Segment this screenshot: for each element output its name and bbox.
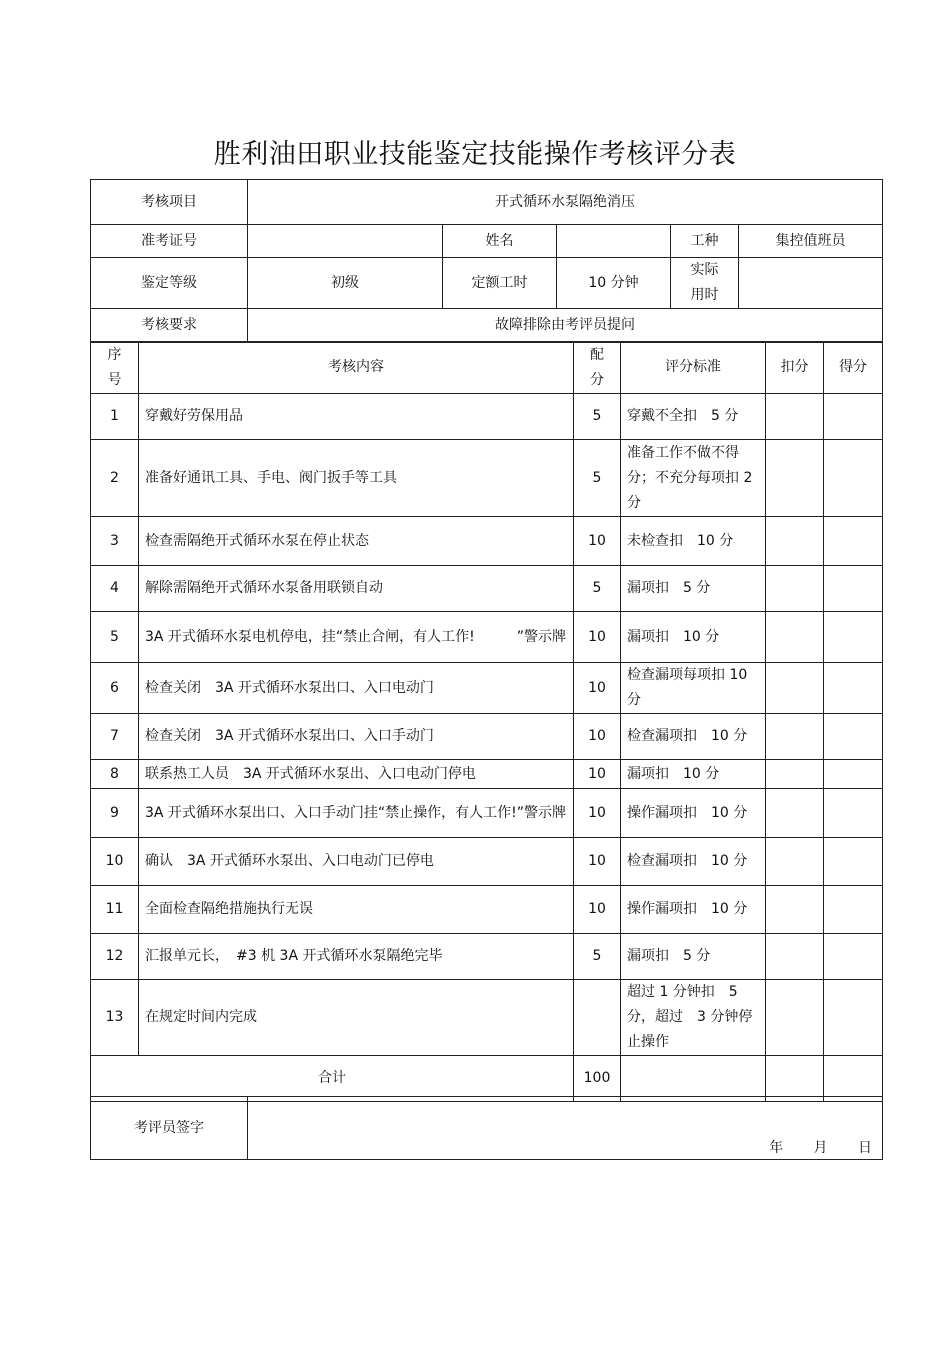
row-no: 3 bbox=[91, 517, 139, 566]
quota-label: 定额工时 bbox=[443, 258, 557, 309]
col-seq-header bbox=[91, 342, 139, 394]
row-obtained-field[interactable] bbox=[824, 394, 883, 440]
actual-label-line-1: 实际 bbox=[690, 262, 719, 278]
row-score: 10 bbox=[574, 714, 621, 760]
row-obtained-field[interactable] bbox=[824, 714, 883, 760]
table-row bbox=[91, 663, 883, 714]
date-line bbox=[743, 1139, 872, 1157]
exam-info-table bbox=[90, 179, 883, 343]
table-row bbox=[91, 760, 883, 789]
row-score: 5 bbox=[574, 934, 621, 980]
table-row bbox=[91, 886, 883, 934]
col-score-header bbox=[574, 342, 621, 394]
col-score-line-2: 分 bbox=[590, 371, 604, 388]
row-deduct-field[interactable] bbox=[766, 663, 824, 714]
row-no: 10 bbox=[91, 838, 139, 886]
row-obtained-field[interactable] bbox=[824, 566, 883, 612]
row-content: 3A 开式循环水泵电机停电，挂“禁止合闸，有人工作! ”警示牌 bbox=[139, 612, 574, 663]
row-content: 确认 3A 开式循环水泵出、入口电动门已停电 bbox=[139, 838, 574, 886]
row-obtained-field[interactable] bbox=[824, 440, 883, 517]
row-deduct-field[interactable] bbox=[766, 789, 824, 838]
row-deduct-field[interactable] bbox=[766, 566, 824, 612]
total-label: 合计 bbox=[91, 1056, 574, 1102]
table-row bbox=[91, 566, 883, 612]
row-content: 检查关闭 3A 开式循环水泵出口、入口电动门 bbox=[139, 663, 574, 714]
row-score: 10 bbox=[574, 789, 621, 838]
trade-label: 工种 bbox=[671, 225, 739, 258]
row-no: 5 bbox=[91, 612, 139, 663]
col-criteria-header: 评分标准 bbox=[621, 342, 766, 394]
row-score: 5 bbox=[574, 394, 621, 440]
level-value: 初级 bbox=[248, 258, 443, 309]
row-obtained-field[interactable] bbox=[824, 838, 883, 886]
row-no: 2 bbox=[91, 440, 139, 517]
row-content: 联系热工人员 3A 开式循环水泵出、入口电动门停电 bbox=[139, 760, 574, 789]
row-obtained-field[interactable] bbox=[824, 934, 883, 980]
actual-time-label bbox=[671, 258, 739, 309]
col-seq-line-2: 号 bbox=[107, 371, 122, 388]
level-label: 鉴定等级 bbox=[91, 258, 248, 309]
table-row bbox=[91, 394, 883, 440]
row-obtained-field[interactable] bbox=[824, 980, 883, 1056]
row-criteria: 检查漏项扣 10 分 bbox=[621, 838, 766, 886]
row-criteria: 检查漏项扣 10 分 bbox=[621, 714, 766, 760]
row-deduct-field[interactable] bbox=[766, 934, 824, 980]
row-criteria: 操作漏项扣 10 分 bbox=[621, 886, 766, 934]
row-content: 穿戴好劳保用品 bbox=[139, 394, 574, 440]
actual-label-line-2: 用时 bbox=[690, 287, 719, 303]
cert-label: 准考证号 bbox=[91, 225, 248, 258]
table-row bbox=[91, 789, 883, 838]
row-content: 解除需隔绝开式循环水泵备用联锁自动 bbox=[139, 566, 574, 612]
signer-label: 考评员签字 bbox=[91, 1097, 248, 1160]
row-score: 5 bbox=[574, 440, 621, 517]
row-no: 8 bbox=[91, 760, 139, 789]
table-row bbox=[91, 612, 883, 663]
row-no: 7 bbox=[91, 714, 139, 760]
table-row bbox=[91, 934, 883, 980]
row-criteria: 检查漏项每项扣 10 分 bbox=[621, 663, 766, 714]
row-content: 全面检查隔绝措施执行无误 bbox=[139, 886, 574, 934]
table-row bbox=[91, 838, 883, 886]
col-content-header: 考核内容 bbox=[139, 342, 574, 394]
row-score: 10 bbox=[574, 760, 621, 789]
row-criteria: 穿戴不全扣 5 分 bbox=[621, 394, 766, 440]
row-criteria: 超过 1 分钟扣 5 分，超过 3 分钟停止操作 bbox=[621, 980, 766, 1056]
row-criteria: 未检查扣 10 分 bbox=[621, 517, 766, 566]
row-no: 6 bbox=[91, 663, 139, 714]
row-criteria: 漏项扣 5 分 bbox=[621, 566, 766, 612]
year-label: 年 bbox=[769, 1140, 784, 1156]
row-deduct-field[interactable] bbox=[766, 980, 824, 1056]
row-no: 11 bbox=[91, 886, 139, 934]
row-obtained-field[interactable] bbox=[824, 886, 883, 934]
row-criteria: 漏项扣 10 分 bbox=[621, 612, 766, 663]
project-label: 考核项目 bbox=[91, 180, 248, 225]
row-no: 1 bbox=[91, 394, 139, 440]
col-seq-line-1: 序 bbox=[107, 346, 122, 363]
scoring-table bbox=[90, 341, 883, 1102]
signature-table bbox=[90, 1096, 883, 1160]
row-deduct-field[interactable] bbox=[766, 760, 824, 789]
row-content: 准备好通讯工具、手电、阀门扳手等工具 bbox=[139, 440, 574, 517]
requirement-value: 故障排除由考评员提问 bbox=[248, 309, 883, 343]
row-no: 12 bbox=[91, 934, 139, 980]
total-score: 100 bbox=[574, 1056, 621, 1102]
row-score: 10 bbox=[574, 838, 621, 886]
row-deduct-field[interactable] bbox=[766, 886, 824, 934]
row-content: 3A 开式循环水泵出口、入口手动门挂“禁止操作，有人工作!”警示牌 bbox=[139, 789, 574, 838]
cert-value-field[interactable] bbox=[248, 225, 443, 258]
total-obtained-field[interactable] bbox=[824, 1056, 883, 1102]
row-obtained-field[interactable] bbox=[824, 760, 883, 789]
table-row bbox=[91, 714, 883, 760]
row-content: 检查关闭 3A 开式循环水泵出口、入口手动门 bbox=[139, 714, 574, 760]
row-content: 在规定时间内完成 bbox=[139, 980, 574, 1056]
actual-time-field[interactable] bbox=[739, 258, 883, 309]
table-row bbox=[91, 440, 883, 517]
row-obtained-field[interactable] bbox=[824, 663, 883, 714]
requirement-label: 考核要求 bbox=[91, 309, 248, 343]
total-row bbox=[91, 1056, 883, 1102]
col-deduct-header: 扣分 bbox=[766, 342, 824, 394]
total-criteria-blank bbox=[621, 1056, 766, 1102]
column-header-row bbox=[91, 342, 883, 394]
day-label: 日 bbox=[858, 1140, 872, 1156]
month-label: 月 bbox=[813, 1140, 828, 1156]
col-score-line-1: 配 bbox=[590, 346, 604, 363]
row-deduct-field[interactable] bbox=[766, 517, 824, 566]
row-no: 4 bbox=[91, 566, 139, 612]
row-no: 9 bbox=[91, 789, 139, 838]
row-content: 检查需隔绝开式循环水泵在停止状态 bbox=[139, 517, 574, 566]
project-value: 开式循环水泵隔绝消压 bbox=[248, 180, 883, 225]
total-deduct-field[interactable] bbox=[766, 1056, 824, 1102]
row-score: 10 bbox=[574, 886, 621, 934]
name-value-field[interactable] bbox=[557, 225, 671, 258]
row-criteria: 漏项扣 10 分 bbox=[621, 760, 766, 789]
col-obtained-header: 得分 bbox=[824, 342, 883, 394]
row-score bbox=[574, 980, 621, 1056]
row-score: 10 bbox=[574, 612, 621, 663]
row-criteria: 操作漏项扣 10 分 bbox=[621, 789, 766, 838]
row-obtained-field[interactable] bbox=[824, 612, 883, 663]
row-score: 10 bbox=[574, 663, 621, 714]
signature-field[interactable] bbox=[248, 1097, 883, 1160]
row-obtained-field[interactable] bbox=[824, 789, 883, 838]
row-score: 10 bbox=[574, 517, 621, 566]
table-row bbox=[91, 980, 883, 1056]
row-deduct-field[interactable] bbox=[766, 394, 824, 440]
row-deduct-field[interactable] bbox=[766, 612, 824, 663]
table-row bbox=[91, 517, 883, 566]
row-criteria: 漏项扣 5 分 bbox=[621, 934, 766, 980]
name-label: 姓名 bbox=[443, 225, 557, 258]
row-content: 汇报单元长， #3 机 3A 开式循环水泵隔绝完毕 bbox=[139, 934, 574, 980]
page-title: 胜利油田职业技能鉴定技能操作考核评分表 bbox=[213, 139, 737, 170]
row-deduct-field[interactable] bbox=[766, 714, 824, 760]
row-deduct-field[interactable] bbox=[766, 838, 824, 886]
row-criteria: 准备工作不做不得分；不充分每项扣 2 分 bbox=[621, 440, 766, 517]
row-obtained-field[interactable] bbox=[824, 517, 883, 566]
quota-value: 10 分钟 bbox=[557, 258, 671, 309]
row-deduct-field[interactable] bbox=[766, 440, 824, 517]
row-no: 13 bbox=[91, 980, 139, 1056]
trade-value: 集控值班员 bbox=[739, 225, 883, 258]
row-score: 5 bbox=[574, 566, 621, 612]
